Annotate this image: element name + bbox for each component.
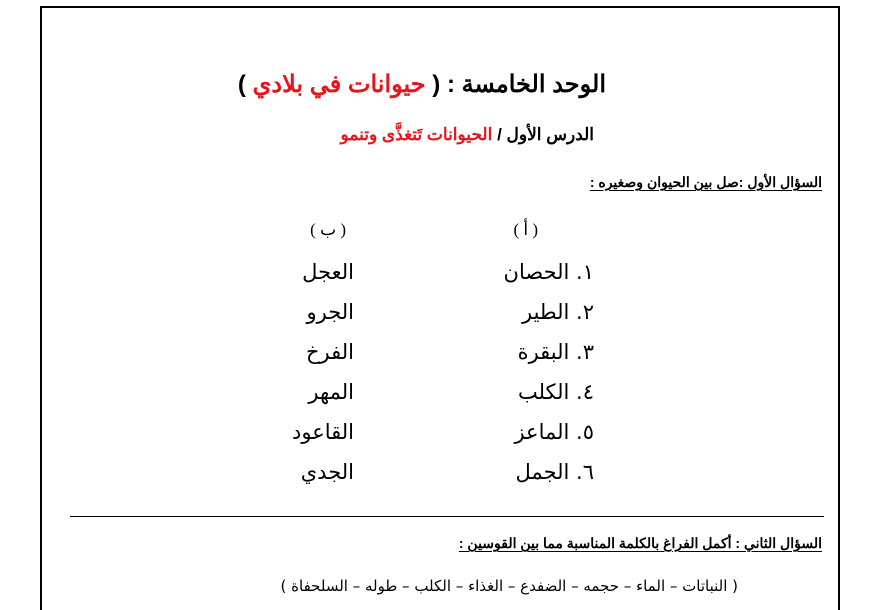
- column-a-item: ٣. البقرة: [517, 340, 594, 364]
- unit-title: [238, 70, 606, 99]
- column-a-item: ٢. الطير: [521, 300, 594, 324]
- unit-title-prefix: الوحد الخامسة : (: [432, 71, 606, 98]
- lesson-title: [340, 125, 594, 145]
- column-b-item: الفرخ: [306, 340, 354, 364]
- column-b-list: [234, 252, 354, 492]
- lesson-title-highlight: الحيوانات تَتغذَّى وتنمو: [340, 125, 493, 144]
- lesson-title-prefix: الدرس الأول /: [497, 125, 594, 144]
- question1-heading: السؤال الأول :صل بين الحيوان وصغيره :: [589, 174, 822, 190]
- question2-heading: السؤال الثاني : أكمل الفراغ بالكلمة المناسبة مما بين القوسين :: [458, 535, 822, 551]
- column-a-item: ١. الحصان: [503, 260, 594, 284]
- word-bank: ( النباتات – الماء – حجمه – الضفدع – الغذاء – الكلب – طوله – السلحفاة ): [280, 577, 738, 595]
- column-b-item: المهر: [308, 380, 354, 404]
- column-a-item: ٤. الكلب: [517, 380, 594, 404]
- column-b-header: ( ب ): [310, 220, 346, 239]
- column-b-item: القاعود: [292, 420, 354, 444]
- section-divider: [70, 516, 824, 517]
- column-a-item: ٥. الماعز: [514, 420, 594, 444]
- column-a-item: ٦. الجمل: [515, 460, 594, 484]
- column-b-item: الجدي: [300, 460, 354, 484]
- column-a-header: ( أ ): [513, 220, 538, 239]
- column-b-item: العجل: [302, 260, 354, 284]
- column-a-list: [474, 252, 594, 492]
- unit-title-highlight: حيوانات في بلادي: [252, 71, 426, 98]
- column-b-item: الجرو: [306, 300, 354, 324]
- unit-title-suffix: ): [237, 71, 246, 98]
